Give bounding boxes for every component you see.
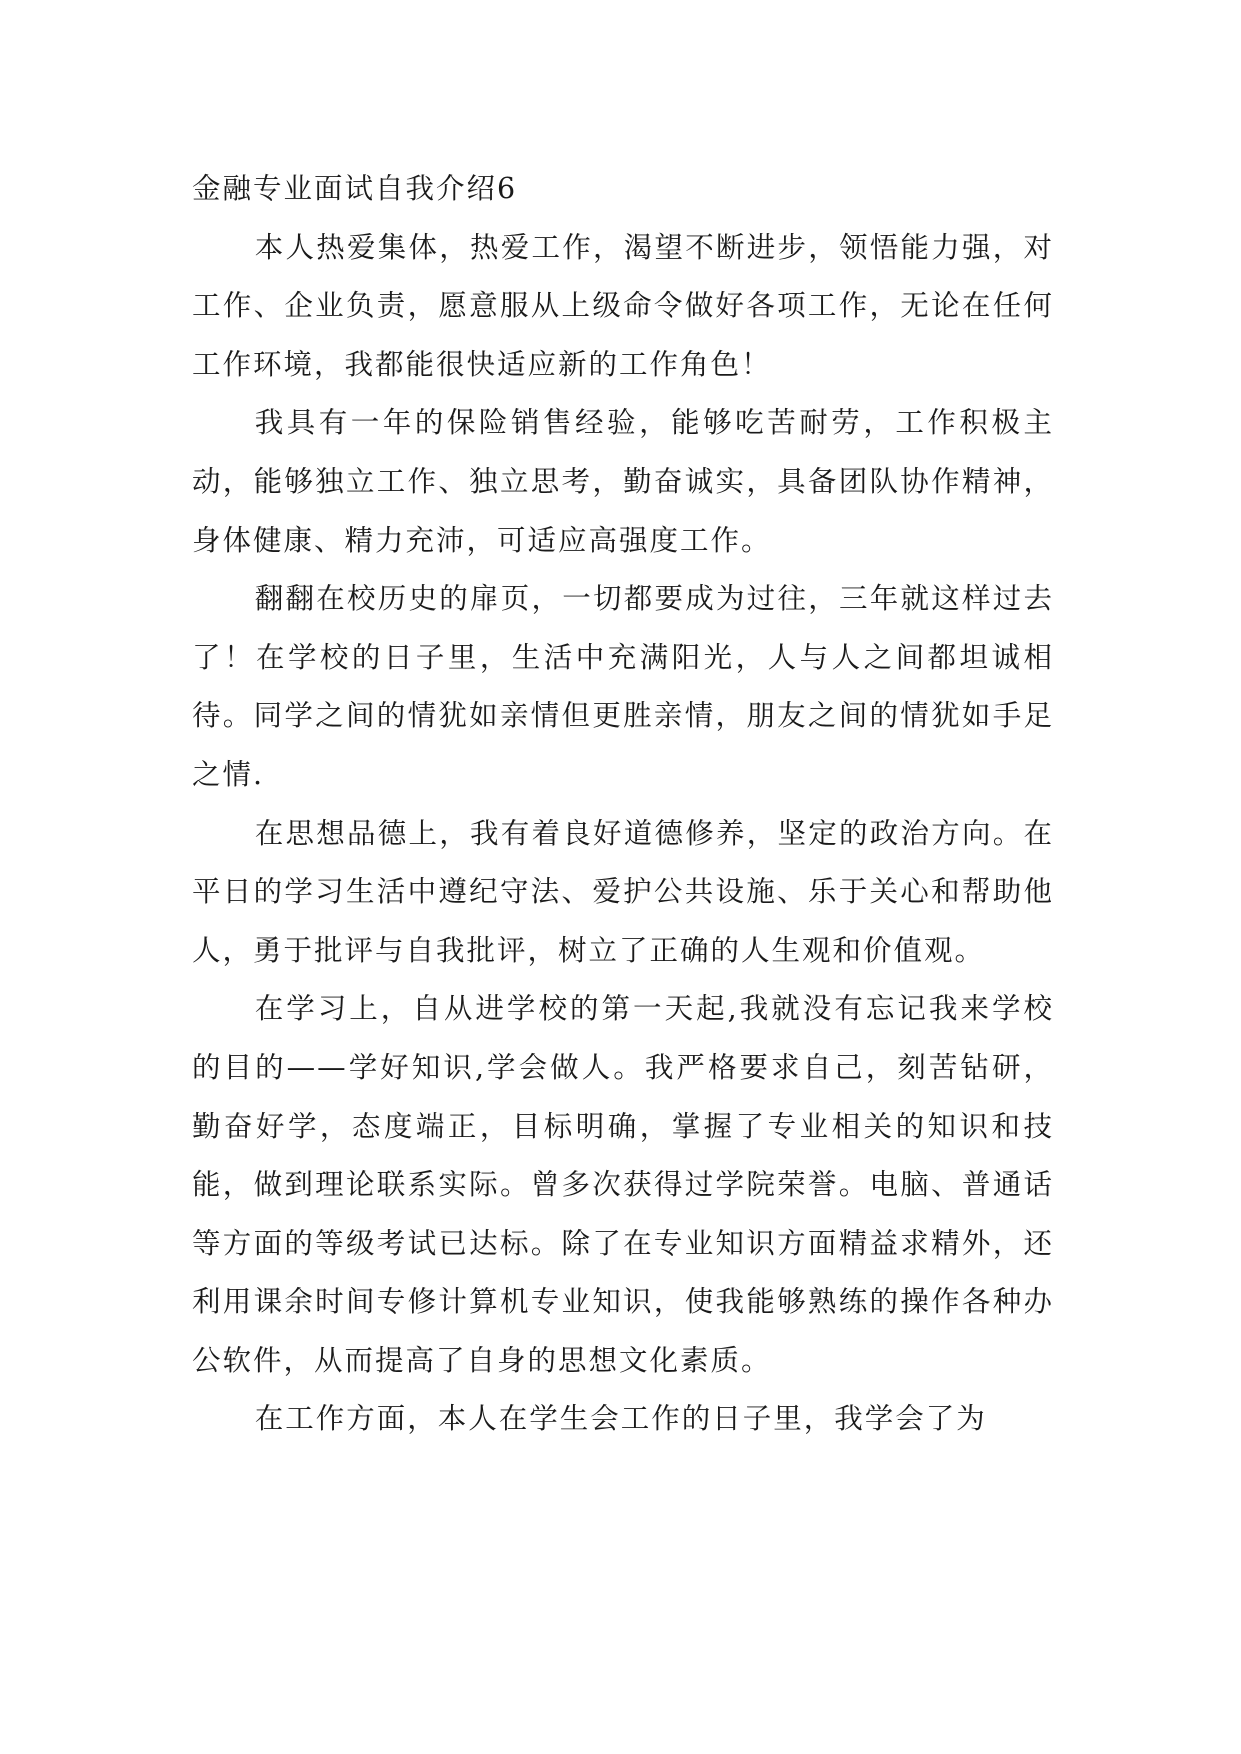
paragraph-4: 在思想品德上，我有着良好道德修养，坚定的政治方向。在平日的学习生活中遵纪守法、爱护公共设施、乐于关心和帮助他人，勇于批评与自我批评，树立了正确的人生观和价值观。 (192, 816, 1054, 967)
document-body (192, 160, 1054, 1449)
paragraph-6: 在工作方面，本人在学生会工作的日子里，我学会了为 (254, 1402, 987, 1436)
document-title: 金融专业面试自我介绍6 (192, 172, 518, 205)
paragraph-1: 本人热爱集体，热爱工作，渴望不断进步，领悟能力强，对工作、企业负责，愿意服从上级命令做好各项工作，无论在任何工作环境，我都能很快适应新的工作角色！ (192, 230, 1054, 381)
paragraph-3: 翻翻在校历史的扉页，一切都要成为过往，三年就这样过去了！在学校的日子里，生活中充满阳光，人与人之间都坦诚相待。同学之间的情犹如亲情但更胜亲情，朋友之间的情犹如手足之情. (192, 582, 1054, 791)
paragraph-2: 我具有一年的保险销售经验，能够吃苦耐劳，工作积极主动，能够独立工作、独立思考，勤奋诚实，具备团队协作精神，身体健康、精力充沛，可适应高强度工作。 (192, 406, 1054, 557)
paragraph-5: 在学习上，自从进学校的第一天起,我就没有忘记我来学校的目的——学好知识,学会做人。我严格要求自己，刻苦钻研，勤奋好学，态度端正，目标明确，掌握了专业相关的知识和技能，做到理论联系实际。曾多次获得过学院荣誉。电脑、普通话等方面的等级考试已达标。除了在专业知识方面精益求精外，还利用课余时间专修计算机专业知识，使我能够熟练的操作各种办公软件，从而提高了自身的思想文化素质。 (192, 992, 1054, 1377)
